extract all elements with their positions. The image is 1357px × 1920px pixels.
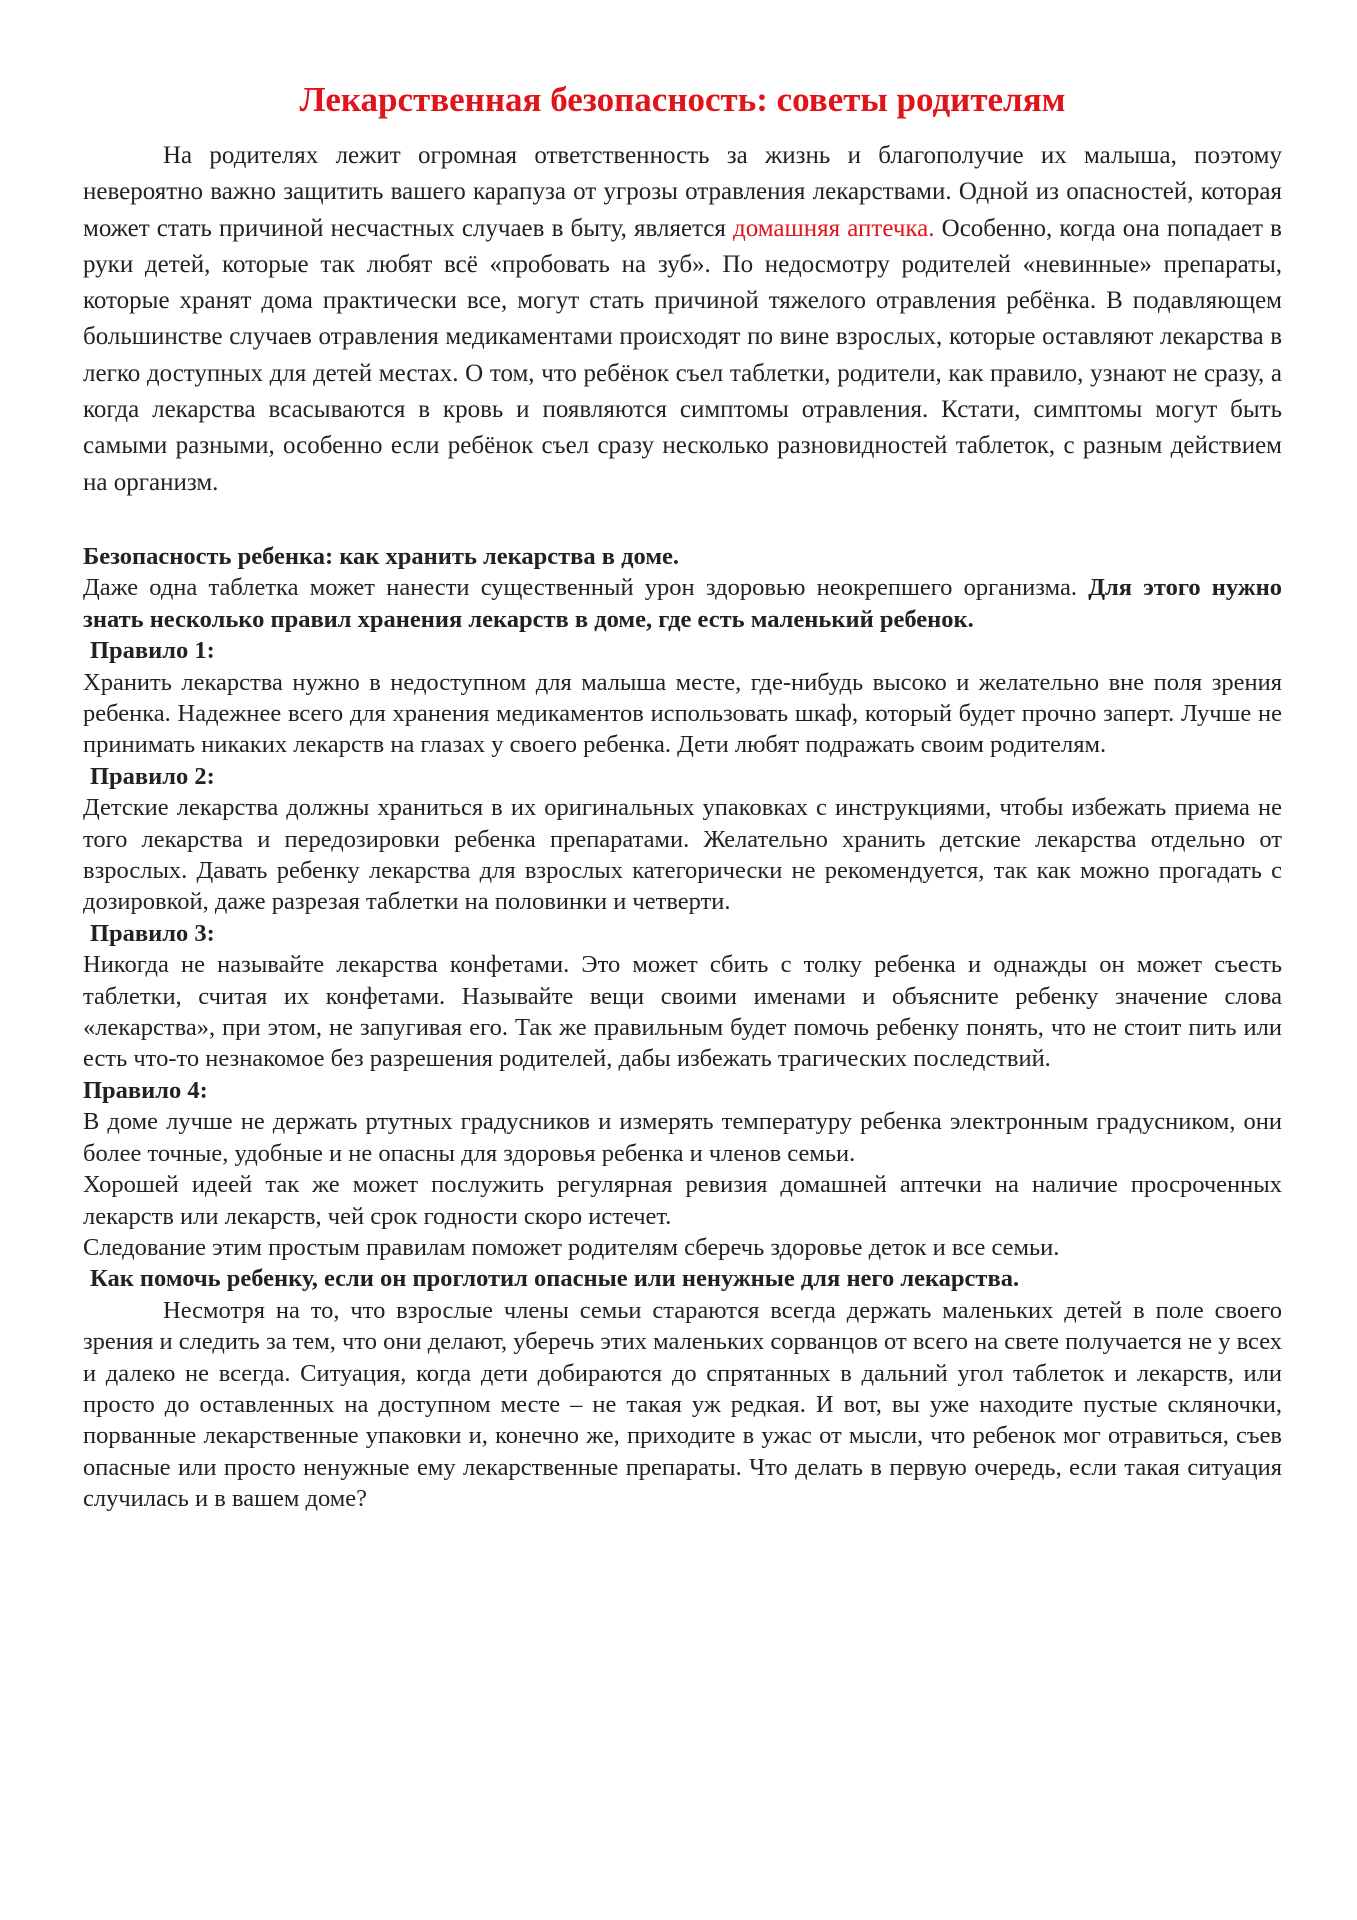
storage-lead-emphasis: Для этого нужно знать несколько правил хранения лекарств в доме, где есть маленький ребенок. — [83, 574, 1282, 633]
rule-2-title: Правило 2: — [90, 762, 215, 790]
storage-lead-text: Даже одна таблетка может нанести существенный урон здоровью неокрепшего организма. — [83, 574, 1089, 602]
intro-paragraph — [83, 138, 1282, 501]
rule-1-text: Хранить лекарства нужно в недоступном для малыша месте, где-нибудь высоко и желательно вне поля зрения ребенка. Надежнее всего для хранения медикаментов использовать шкаф, который будет прочно заперт. Лучше не принимать никаких лекарств на глазах у своего ребенка. Дети любят подражать своим родителям. — [83, 668, 1282, 759]
rule-4-title: Правило 4: — [83, 1076, 208, 1104]
revision-paragraph: Хорошей идеей так же может послужить регулярная ревизия домашней аптечки на наличие просроченных лекарств или лекарств, чей срок годности скоро истечет. — [83, 1171, 1282, 1230]
follow-rules-paragraph: Следование этим простым правилам поможет родителям сберечь здоровье деток и все семьи. — [83, 1233, 1060, 1261]
rule-3-title: Правило 3: — [90, 919, 215, 947]
intro-text-end: Особенно, когда она попадает в руки детей, которые так любят всё «пробовать на зуб». По недосмотру родителей «невинные» препараты, которые хранят дома практически все, могут стать причиной тяжелого отравления ребёнка. В подавляющем большинстве случаев отравления медикаментами происходят по вине взрослых, которые оставляют лекарства в легко доступных для детей местах. О том, что ребёнок съел таблетки, родители, как правило, узнают не сразу, а когда лекарства всасываются в кровь и появляются симптомы отравления. Кстати, симптомы могут быть самыми разными, особенно если ребёнок съел сразу несколько разновидностей таблеток, с разным действием на организм. — [83, 214, 1282, 496]
storage-section-heading: Безопасность ребенка: как хранить лекарства в доме. — [83, 542, 680, 570]
page-title: Лекарственная безопасность: советы родителям — [299, 80, 1066, 119]
rule-3-text: Никогда не называйте лекарства конфетами. Это может сбить с толку ребенка и однажды он может съесть таблетки, считая их конфетами. Называйте вещи своими именами и объясните ребенку значение слова «лекарства», при этом, не запугивая его. Так же правильным будет помочь ребенку понять, что не стоит пить или есть что-то незнакомое без разрешения родителей, дабы избежать трагических последствий. — [83, 951, 1282, 1073]
rule-4-text: В доме лучше не держать ртутных градусников и измерять температуру ребенка электронным градусником, они более точные, удобные и не опасны для здоровья ребенка и членов семьи. — [83, 1108, 1282, 1167]
intro-text-start: На родителях лежит огромная ответственность за жизнь и благополучие их малыша, поэтому невероятно важно защитить вашего карапуза от угрозы отравления лекарствами. Одной из опасностей, которая может стать причиной несчастных случаев в быту, является — [83, 142, 1282, 242]
help-section-heading: Как помочь ребенку, если он проглотил опасные или ненужные для него лекарства. — [90, 1265, 1020, 1293]
home-first-aid-kit-link[interactable]: домашняя аптечка. — [733, 214, 935, 242]
rule-2-text: Детские лекарства должны храниться в их оригинальных упаковках с инструкциями, чтобы избежать приема не того лекарства и передозировки ребенка препаратами. Желательно хранить детские лекарства отдельно от взрослых. Давать ребенку лекарства для взрослых категорически не рекомендуется, так как можно прогадать с дозировкой, даже разрезая таблетки на половинки и четверти. — [83, 794, 1282, 916]
help-paragraph: Несмотря на то, что взрослые члены семьи стараются всегда держать маленьких детей в поле своего зрения и следить за тем, что они делают, уберечь этих маленьких сорванцов от всего на свете получается не у всех и далеко не всегда. Ситуация, когда дети добираются до спрятанных в дальний угол таблеток и лекарств, или просто до оставленных на доступном месте – не такая уж редкая. И вот, вы уже находите пустые скляночки, порванные лекарственные упаковки и, конечно же, приходите в ужас от мысли, что ребенок мог отравиться, съев опасные или просто ненужные ему лекарственные препараты. Что делать в первую очередь, если такая ситуация случилась и в вашем доме? — [83, 1296, 1282, 1513]
rule-1-title: Правило 1: — [90, 637, 215, 665]
storage-lead-paragraph — [83, 572, 1282, 635]
